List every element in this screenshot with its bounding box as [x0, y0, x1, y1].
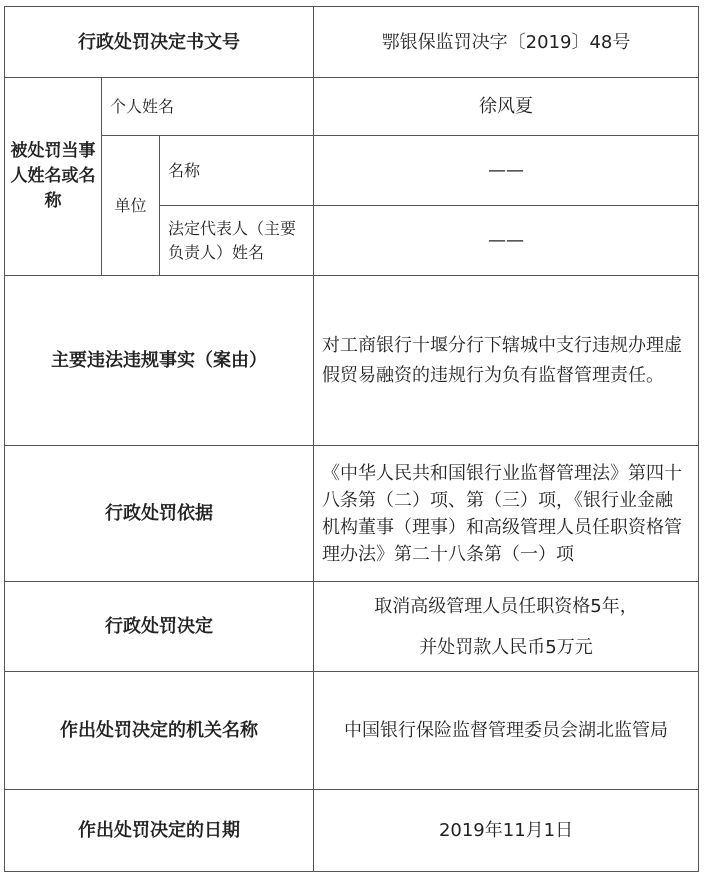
basis-value: 《中华人民共和国银行业监督管理法》第四十八条第（二）项、第（三）项，《银行业金融机构董事（理事）和高级管理人员任职资格管理办法》第二十八条第（一）项 [314, 446, 699, 582]
row-basis [5, 446, 699, 582]
unit-name-value: —— [314, 136, 699, 206]
unit-name-label: 名称 [160, 136, 314, 206]
facts-value: 对工商银行十堰分行下辖城中支行违规办理虚假贸易融资的违规行为负有监督管理责任。 [314, 276, 699, 446]
individual-label: 个人姓名 [102, 78, 314, 136]
doc-number-value: 鄂银保监罚决字〔2019〕48号 [314, 7, 699, 78]
date-label: 作出处罚决定的日期 [5, 790, 314, 872]
row-doc-number [5, 7, 699, 78]
authority-value: 中国银行保险监督管理委员会湖北监管局 [314, 672, 699, 790]
decision-line-2: 并处罚款人民币5万元 [419, 636, 593, 658]
individual-value: 徐风夏 [314, 78, 699, 136]
row-date [5, 790, 699, 872]
facts-label: 主要违法违规事实（案由） [5, 276, 314, 446]
date-value: 2019年11月1日 [314, 790, 699, 872]
decision-line-1: 取消高级管理人员任职资格5年， [374, 595, 638, 617]
basis-label: 行政处罚依据 [5, 446, 314, 582]
row-authority [5, 672, 699, 790]
decision-label: 行政处罚决定 [5, 582, 314, 672]
row-decision [5, 582, 699, 672]
decision-value [314, 582, 699, 672]
authority-label: 作出处罚决定的机关名称 [5, 672, 314, 790]
legal-rep-value: —— [314, 206, 699, 276]
doc-number-label: 行政处罚决定书文号 [5, 7, 314, 78]
row-individual [5, 78, 699, 136]
unit-label: 单位 [102, 136, 160, 276]
party-label: 被处罚当事人姓名或名称 [5, 78, 102, 276]
penalty-table [4, 6, 699, 872]
row-unit-name [5, 136, 699, 206]
row-facts [5, 276, 699, 446]
legal-rep-label: 法定代表人（主要负责人）姓名 [160, 206, 314, 276]
